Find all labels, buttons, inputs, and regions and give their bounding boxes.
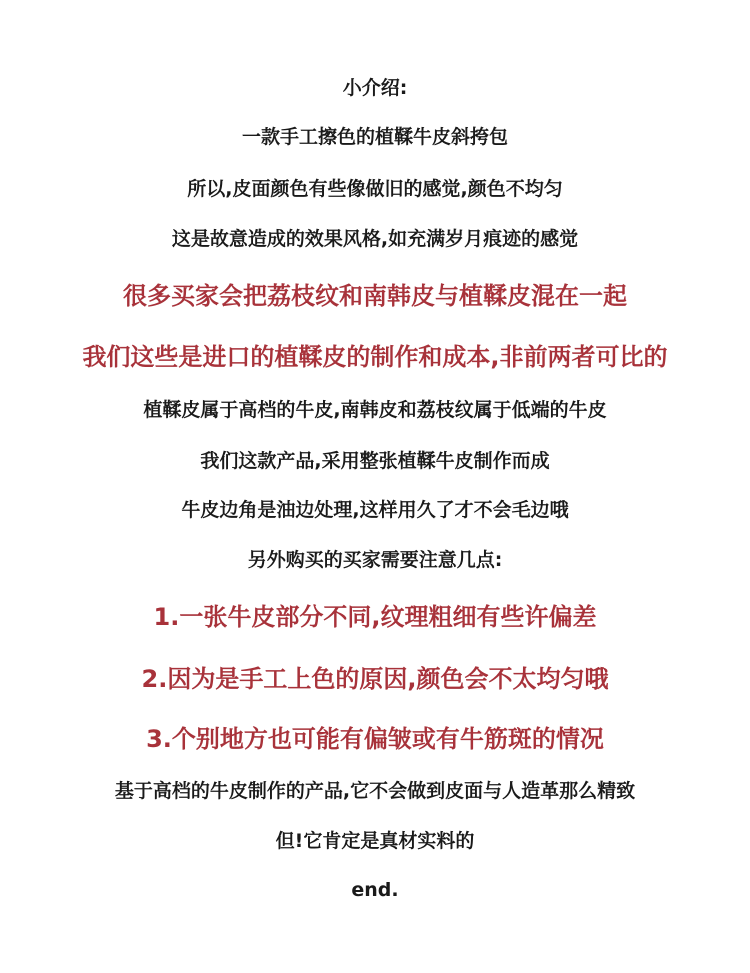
text-line: 所以,皮面颜色有些像做旧的感觉,颜色不均匀 [187, 178, 563, 200]
highlight-line: 很多买家会把荔枝纹和南韩皮与植鞣皮混在一起 [123, 282, 627, 310]
text-line: 这是故意造成的效果风格,如充满岁月痕迹的感觉 [171, 228, 579, 250]
highlight-line: 我们这些是进口的植鞣皮的制作和成本,非前两者可比的 [82, 343, 668, 371]
notice-item-3: 3.个别地方也可能有偏皱或有牛筋斑的情况 [146, 725, 604, 753]
end-text: end. [351, 879, 399, 901]
intro-heading: 小介绍: [342, 77, 408, 99]
notice-item-1: 1.一张牛皮部分不同,纹理粗细有些许偏差 [153, 603, 597, 631]
text-line: 牛皮边角是油边处理,这样用久了才不会毛边哦 [181, 499, 569, 521]
notice-heading: 另外购买的买家需要注意几点: [247, 549, 503, 571]
text-line: 基于高档的牛皮制作的产品,它不会做到皮面与人造革那么精致 [114, 780, 636, 802]
text-line: 但!它肯定是真材实料的 [275, 830, 475, 852]
text-line: 植鞣皮属于高档的牛皮,南韩皮和荔枝纹属于低端的牛皮 [143, 399, 607, 421]
notice-item-2: 2.因为是手工上色的原因,颜色会不太均匀哦 [141, 665, 609, 693]
text-line: 一款手工擦色的植鞣牛皮斜挎包 [241, 126, 508, 148]
text-line: 我们这款产品,采用整张植鞣牛皮制作而成 [200, 450, 550, 472]
